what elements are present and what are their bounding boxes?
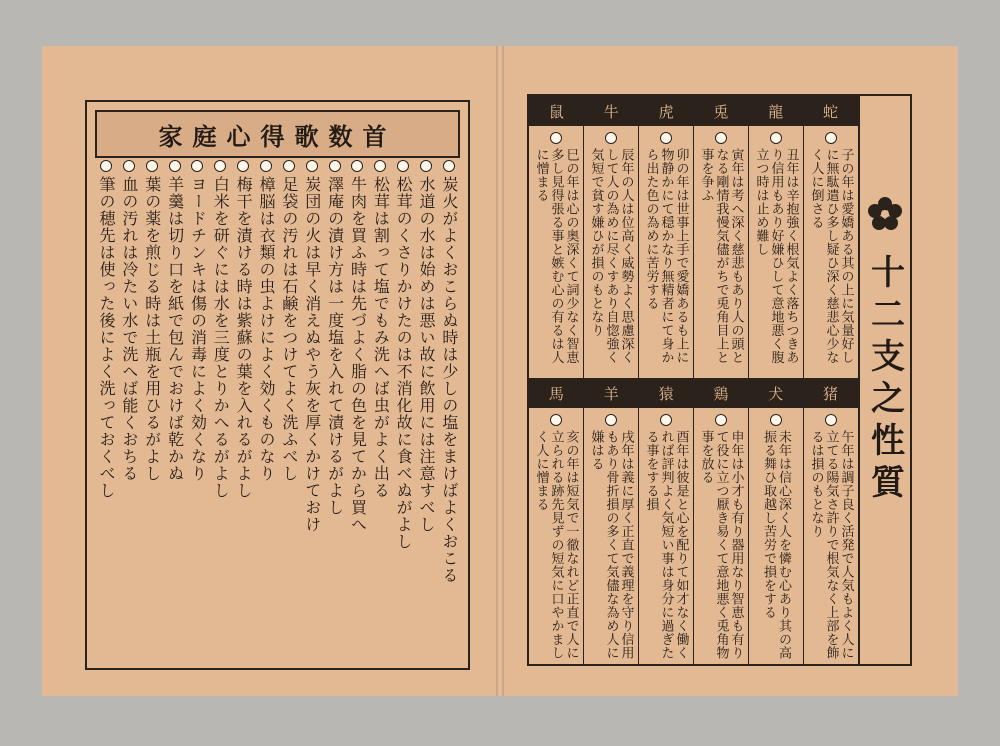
bullet-icon [191, 160, 203, 172]
verse-item: 牛肉を買ふ時は先づよく脂の色を見てから買へ [346, 160, 368, 658]
book-gutter [496, 46, 504, 696]
bullet-icon [550, 414, 562, 426]
zodiac-entry: 亥の年は短気で一徹なれど正直で人に立られる跡先見ずの短気に口やかましく人に憎まる [529, 408, 583, 664]
dog-icon: 犬 [768, 384, 784, 403]
verse-item: 水道の水は始めは悪い故に飲用には注意すべし [415, 160, 437, 658]
verse-item: 松茸は割って塩でもみ洗へば虫がよく出る [369, 160, 391, 658]
tiger-icon: 虎 [658, 102, 674, 121]
verse-item: 松茸のくさりかけたのは不消化故に食べぬがよし [392, 160, 414, 658]
bullet-icon [825, 414, 837, 426]
bullet-icon [660, 414, 672, 426]
bullet-icon [825, 132, 837, 144]
bullet-icon [123, 160, 135, 172]
verse-item: 足袋の汚れは石鹸をつけてよく洗ふべし [278, 160, 300, 658]
ox-icon: 牛 [603, 102, 619, 121]
verse-item: 炭団の火は早く消えぬやう灰を厚くかけておけ [301, 160, 323, 658]
sheep-icon: 羊 [603, 384, 619, 403]
zodiac-entry: 卯の年は世事上手で愛嬌あるも上に物静かにて穏かなり無精者にて身から出た色の為めに苦労する [638, 126, 693, 378]
bullet-icon [283, 160, 295, 172]
bullet-icon [306, 160, 318, 172]
left-page-frame [85, 100, 470, 670]
right-page-title: 十二支之性質 [864, 254, 905, 506]
verse-item: 樟脳は衣類の虫よけによく効くものなり [255, 160, 277, 658]
rooster-icon: 鶏 [713, 384, 729, 403]
verse-item: 梅干を漬ける時は紫蘇の葉を入れるがよし [232, 160, 254, 658]
rat-icon: 鼠 [548, 102, 564, 121]
verse-item: 筆の穂先は使った後によく洗っておくべし [95, 160, 117, 658]
monkey-icon: 猿 [658, 384, 674, 403]
zodiac-entry: 未年は信心深く人を憐む心あり其の高振る舞ひ取越し苦労で損をする [748, 408, 803, 664]
left-page-title: 家庭心得歌数首 [158, 121, 397, 151]
zodiac-entry: 酉年は彼是と心を配りて如才なく働くれば評判よく気短い事は身分に過ぎたる事をする損 [638, 408, 693, 664]
bullet-icon [605, 132, 617, 144]
bullet-icon [660, 132, 672, 144]
bullet-icon [550, 132, 562, 144]
zodiac-entry: 子の年は愛嬌ある其の上に気量好しに無駄遣ひ多し疑ひ深く慈悲心少なく人に倒さる [803, 126, 858, 378]
verse-item: 澤庵の漬け方は一度塩を入れて漬けるがよし [324, 160, 346, 658]
horse-icon: 馬 [548, 384, 564, 403]
zodiac-entry: 午年は調子良く活発で人気もよく人に立てる陽気さ許りで根気なく上部を飾るは損のもとなり [803, 408, 858, 664]
verse-item: 炭火がよくおこらぬ時は少しの塩をまけばよくおこる [438, 160, 460, 658]
zodiac-entry: 巳の年は心の奥深くて詞少なく智恵多し見得張る事と嫉む心の有るは人に憎まる [529, 126, 583, 378]
zodiac-entry: 戌年は義に厚く正直で義理を守り信用もあり骨折損の多くて気儘な為め人に嫌はる [583, 408, 638, 664]
zodiac-entry: 申年は小才も有り器用なり智恵も有りて役に立つ厭き易くて意地悪く兎角物事を放る [693, 408, 748, 664]
zodiac-entry: 辰年の人は位高く威勢よく思慮深くして人の為めに尽くすあり自惚強く気短で貧す嫌ひが損のもとなり [583, 126, 638, 378]
bullet-icon [237, 160, 249, 172]
bullet-icon [146, 160, 158, 172]
lower-animal-band [529, 378, 858, 408]
snake-icon: 蛇 [823, 102, 839, 121]
bullet-icon [420, 160, 432, 172]
bullet-icon [260, 160, 272, 172]
zodiac-entry: 丑年は辛抱強く根気よく落ちつきあり信用もあり好嫌ひして意地悪く腹立つ時は止め難し [748, 126, 803, 378]
upper-entries [529, 126, 858, 378]
verse-item: 血の汚れは冷たい水で洗へば能くおちる [118, 160, 140, 658]
bullet-icon [374, 160, 386, 172]
rabbit-icon: 兎 [713, 102, 729, 121]
bullet-icon [605, 414, 617, 426]
right-title-column [858, 96, 910, 664]
verse-item: 白米を研ぐには水を三度とりかへるがよし [209, 160, 231, 658]
verse-list [95, 160, 460, 658]
zodiac-entry: 寅年は考へ深く慈悲もあり人の頭となる剛情我慢気儘がちで兎角目上と事を争ふ [693, 126, 748, 378]
left-title-banner [95, 110, 460, 158]
bullet-icon [397, 160, 409, 172]
bullet-icon [214, 160, 226, 172]
bullet-icon [351, 160, 363, 172]
verse-item: ヨードチンキは傷の消毒によく効くなり [186, 160, 208, 658]
bullet-icon [443, 160, 455, 172]
bullet-icon [100, 160, 112, 172]
boar-icon: 猪 [823, 384, 839, 403]
upper-animal-band [529, 96, 858, 126]
bullet-icon [770, 132, 782, 144]
right-page-frame [527, 94, 912, 666]
bullet-icon [329, 160, 341, 172]
dragon-icon: 龍 [768, 102, 784, 121]
bullet-icon [169, 160, 181, 172]
bullet-icon [770, 414, 782, 426]
bullet-icon [715, 132, 727, 144]
verse-item: 羊羹は切り口を紙で包んでおけば乾かぬ [164, 160, 186, 658]
flower-crest-icon [867, 196, 903, 232]
verse-item: 葉の薬を煎じる時は土瓶を用ひるがよし [141, 160, 163, 658]
bullet-icon [715, 414, 727, 426]
lower-entries [529, 408, 858, 664]
